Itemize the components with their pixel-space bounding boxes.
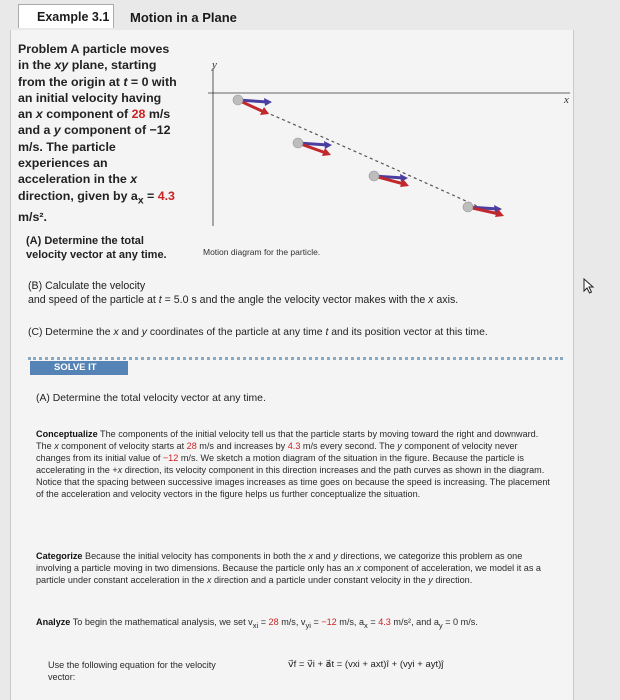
problem-statement: Problem A particle moves in the xy plane, starting from the origin at t = 0 with an initial velocity having an x component of 28 m/s and a y component of −12 m/s. The particle experiences an acceleration in the x direction, given by $a_x = 4.3$ m/s². [18,42,177,225]
particle-image-2 [293,138,332,156]
part-b-question: (B) Calculate the velocity and speed of the particle at t = 5.0 s and the angle the velocity vector makes with the x axis. [28,280,459,306]
y-axis-label: y [212,59,217,71]
part-c-question: (C) Determine the x and y coordinates of the particle at any time t and its position vector at this time. [28,327,488,338]
particle-image-4 [463,202,504,217]
section-title: Motion in a Plane [130,10,237,25]
velocity-equation: v⃗f = v⃗i + a⃗t = (vxi + axt)î + (vyi + ayt)ĵ [288,659,444,670]
particle-image-3 [369,171,409,187]
solve-it-banner: SOLVE IT [30,361,128,375]
conceptualize-paragraph: Conceptualize The components of the initial velocity tell us that the particle starts by moving toward the right and downward. The x component of velocity starts at 28 m/s and increases by 4.3 m/s every second. The y component of velocity never changes from its initial value of −12 m/s. We sketch a motion diagram of the situation in the figure. Because the particle is accelerating in the +x direction, its velocity component in this direction increases and the path curves as shown in the diagram. Notice that the spacing between successive images increases as time goes on because the speed is increasing. The placement of the acceleration and velocity vectors in the figure helps us further conceptualize the situation. [36,429,550,499]
mouse-pointer-icon [582,278,596,294]
particle-image-1 [233,95,272,115]
analyze-paragraph: Analyze To begin the mathematical analysis, we set $v_{xi} = 28$ m/s, $v_{yi} = -12$ m/s, $a_x = 4.3$ m/s², and $a_y = 0$ m/s. [36,617,478,630]
solution-heading-a: (A) Determine the total velocity vector at any time. [36,393,266,404]
tab-example-3-1[interactable]: Example 3.1 [18,4,114,28]
diagram-caption: Motion diagram for the particle. [203,247,321,257]
categorize-paragraph: Categorize Because the initial velocity has components in both the x and y directions, we categorize this problem as one involving a particle moving in two dimensions. Because the particle only has an x component of acceleration, we model it as a particle under constant acceleration in the x direction and a particle under constant velocity in the y direction. [36,551,541,585]
section-divider [28,357,563,360]
trajectory-path [238,100,488,211]
equation-label: Use the following equation for the velocity vector: [48,660,216,682]
part-a-question: (A) Determine the total velocity vector at any time. [26,235,167,261]
motion-diagram [198,56,578,246]
x-axis-label: x [564,94,569,106]
